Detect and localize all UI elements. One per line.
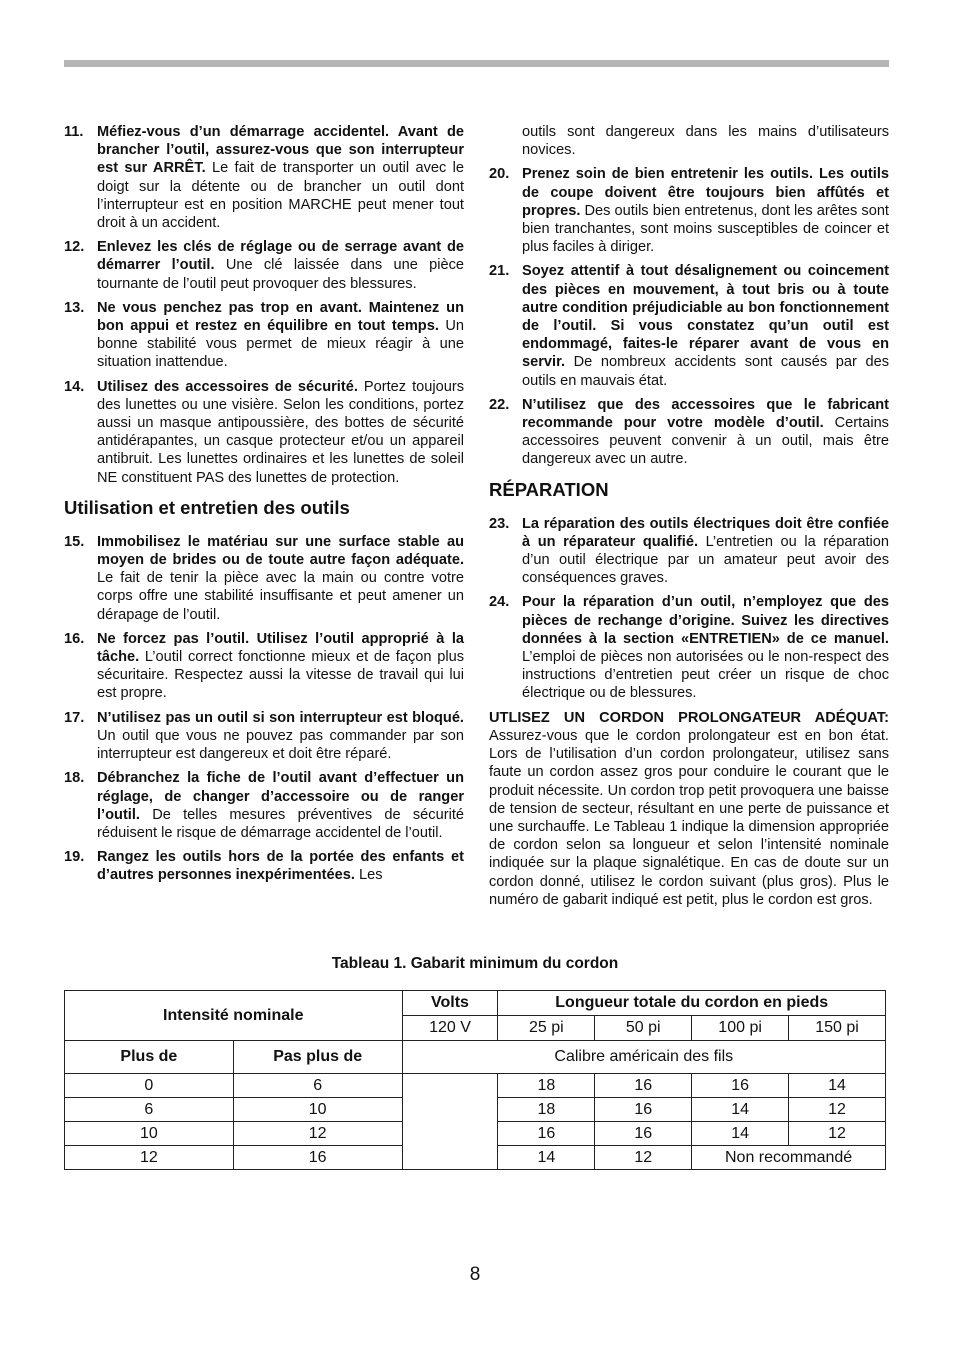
table-header-row-1 — [65, 991, 886, 1016]
header-volts: Volts — [402, 991, 498, 1016]
extension-cord-paragraph: UTLISEZ UN CORDON PROLONGATEUR ADÉQUAT: Assurez-vous que le cordon prolongateur est en bon état. Lors de l’utilisation d’un cordon prolongateur, utilisez sans faute un cordon assez gros pour conduire le courant que le produit nécessite. Un cordon trop petit provoquera une baisse de tension de secteur, résultant en une perte de puissance et une surchauffe. Le Tableau 1 indique la dimension appropriée de cordon selon sa longueur et selon l’intensité nominale indiquée sur la plaque signalétique. En cas de doute sur un cordon donné, utilisez le cordon suivant (plus gros). Plus le numéro de gabarit indiqué est petit, plus le cordon est gros. — [489, 709, 889, 908]
list-item-21: 21. Soyez attentif à tout désalignement ou coincement des pièces en mouvement, à tout bris ou à toute autre condition préjudiciable au bon fonctionnement de l’outil. Si vous constatez qu’un outil est endommagé, faites-le réparer avant de vous en servir. De nombreux accidents sont causés par des outils en mauvais état. — [489, 263, 889, 389]
list-item-12: 12. Enlevez les clés de réglage ou de serrage avant de démarrer l’outil. Une clé laissée dans une pièce tournante de l’outil peut provoquer des blessures. — [64, 239, 464, 292]
right-column — [489, 123, 889, 909]
list-item-24: 24. Pour la réparation d’un outil, n’employez que des pièces de rechange d’origine. Suivez les directives données à la section «ENTRETIEN» de ce manuel. L’emploi de pièces non autorisées ou le non-respect des instructions d’entretien peut créer un risque de choc électrique ou de blessures. — [489, 594, 889, 702]
header-longueur: Longueur totale du cordon en pieds — [498, 991, 886, 1016]
header-100pi: 100 pi — [692, 1016, 789, 1041]
table-row: 0 6 18 16 16 14 — [65, 1074, 886, 1098]
list-item-15: 15. Immobilisez le matériau sur une surface stable au moyen de brides ou de toute autre façon adéquate. Le fait de tenir la pièce avec la main ou contre votre corps offre une stabilité insuffisante et peut amener un dérapage de l’outil. — [64, 533, 464, 623]
list-item-17: 17. N’utilisez pas un outil si son interrupteur est bloqué. Un outil que vous ne pouvez pas commander par son interrupteur est dangereux et doit être réparé. — [64, 709, 464, 763]
list-item-14: 14. Utilisez des accessoires de sécurité. Portez toujours des lunettes ou une visière. Selon les conditions, portez aussi un masque antipoussière, des bottes de sécurité antidérapantes, un casque protecteur et/ou un appareil antibruit. Les lunettes ordinaires et les lunettes de soleil NE constituent PAS des lunettes de protection. — [64, 378, 464, 486]
cord-gauge-table — [64, 990, 886, 1170]
section-heading-reparation: RÉPARATION — [489, 478, 609, 500]
header-calibre: Calibre américain des fils — [402, 1041, 885, 1074]
empty-volts-cell — [402, 1074, 498, 1170]
list-item-23: 23. La réparation des outils électriques doit être confiée à un réparateur qualifié. L’entretien ou la réparation d’un outil électrique par un amateur peut avoir des conséquences graves. — [489, 515, 889, 587]
header-intensite: Intensité nominale — [65, 991, 403, 1041]
header-50pi: 50 pi — [595, 1016, 692, 1041]
page-number: 8 — [469, 1264, 481, 1285]
header-150pi: 150 pi — [789, 1016, 886, 1041]
list-item-19: 19. Rangez les outils hors de la portée des enfants et d’autres personnes inexpérimentées. Les — [64, 849, 464, 884]
table-header-row-3 — [65, 1041, 886, 1074]
table-row: 6 10 18 16 14 12 — [65, 1098, 886, 1122]
list-item-22: 22. N’utilisez que des accessoires que le fabricant recommande pour votre modèle d’outil. Certains accessoires peuvent convenir à un outil, mais être dangereux avec un autre. — [489, 396, 889, 468]
section-heading-utilisation: Utilisation et entretien des outils — [64, 496, 350, 518]
header-120v: 120 V — [402, 1016, 498, 1041]
list-item-18: 18. Débranchez la fiche de l’outil avant d’effectuer un réglage, de changer d’accessoire ou de ranger l’outil. De telles mesures préventives de sécurité réduisent le risque de démarrage accidentel de l’outil. — [64, 770, 464, 841]
list-item-13: 13. Ne vous penchez pas trop en avant. Maintenez un bon appui et restez en équilibre en tout temps. Un bonne stabilité vous permet de mieux réagir à une situation inattendue. — [64, 299, 464, 371]
header-25pi: 25 pi — [498, 1016, 595, 1041]
table-title: Tableau 1. Gabarit minimum du cordon — [331, 955, 619, 972]
list-item-20: 20. Prenez soin de bien entretenir les outils. Les outils de coupe doivent être toujours bien affûtés et propres. Des outils bien entretenus, dont les arêtes sont bien tranchantes, sont moins susceptibles de coincer et plus faciles à diriger. — [489, 166, 889, 256]
table-row: 12 16 14 12 Non recommandé — [65, 1146, 886, 1170]
left-column — [64, 123, 464, 891]
top-rule — [64, 60, 889, 67]
table-row: 10 12 16 16 14 12 — [65, 1122, 886, 1146]
list-item-16: 16. Ne forcez pas l’outil. Utilisez l’outil approprié à la tâche. L’outil correct fonctionne mieux et de façon plus sécuritaire. Respectez aussi la vitesse de travail qui lui est propre. — [64, 630, 464, 702]
header-plus-de: Plus de — [65, 1041, 234, 1074]
list-item-19-continued: outils sont dangereux dans les mains d’utilisateurs novices. — [522, 124, 889, 159]
header-pas-plus-de: Pas plus de — [233, 1041, 402, 1074]
list-item-11: 11. Méfiez-vous d’un démarrage accidentel. Avant de brancher l’outil, assurez-vous que son interrupteur est sur ARRÊT. Le fait de transporter un outil avec le doigt sur la détente ou de brancher un outil dont l’interrupteur est en position MARCHE peut mener tout droit à un accident. — [64, 124, 464, 232]
